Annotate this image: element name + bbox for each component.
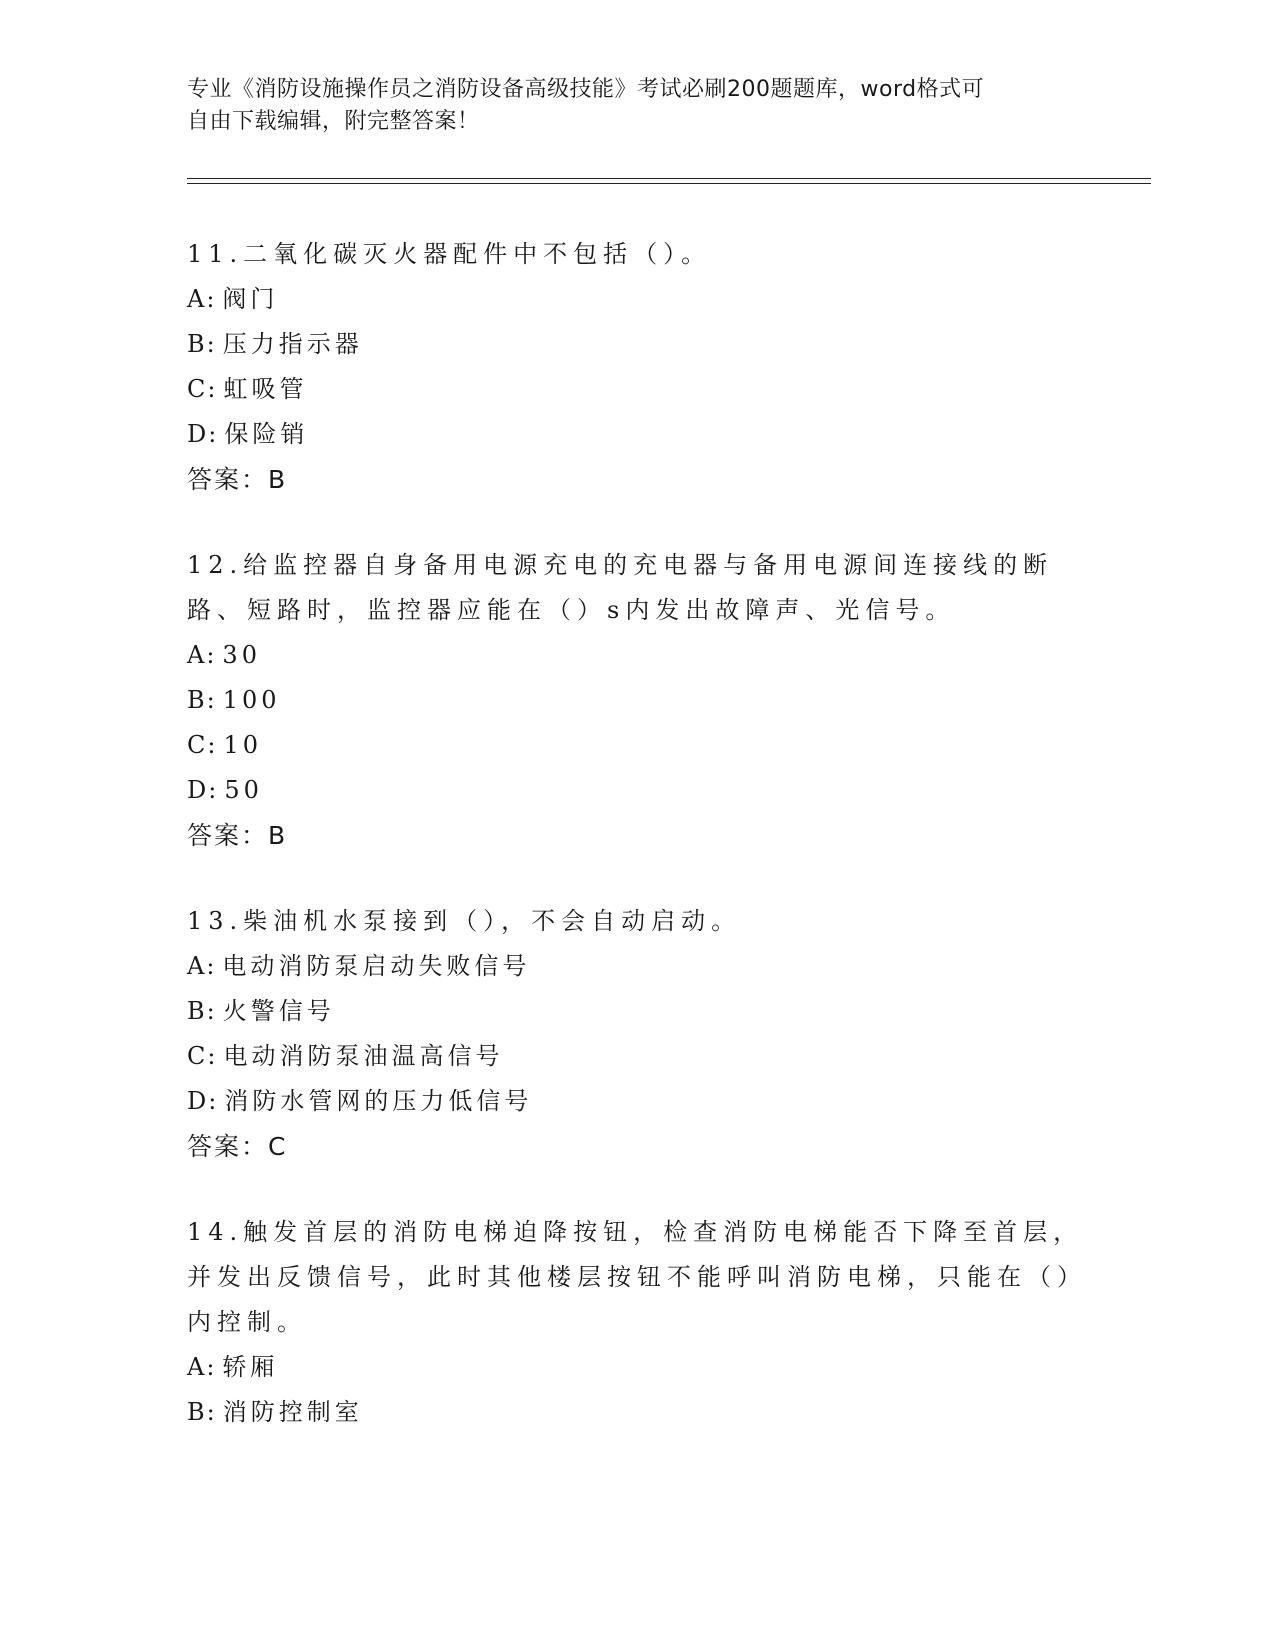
option-letter: B: (187, 1398, 217, 1426)
document-header (187, 74, 1087, 138)
option-text: 保险销 (224, 420, 309, 448)
question-14 (187, 1210, 1087, 1435)
option-d (187, 412, 1087, 457)
option-text: 虹吸管 (223, 375, 308, 403)
option-letter: D: (187, 1087, 219, 1115)
question-list (187, 232, 1087, 1476)
option-text: 轿厢 (222, 1353, 279, 1381)
option-a (187, 633, 1087, 678)
option-b (187, 678, 1087, 723)
option-text: 压力指示器 (222, 330, 363, 358)
option-letter: B: (187, 686, 217, 714)
header-double-rule (187, 178, 1151, 184)
option-d (187, 1079, 1087, 1124)
option-text: 阀门 (222, 285, 279, 313)
option-d (187, 768, 1087, 813)
option-letter: D: (187, 420, 219, 448)
option-letter: A: (187, 1353, 217, 1381)
option-text: 10 (223, 731, 262, 759)
question-13 (187, 899, 1087, 1169)
header-line-2: 自由下载编辑，附完整答案！ (187, 109, 480, 134)
option-letter: B: (187, 997, 217, 1025)
option-text: 消防水管网的压力低信号 (224, 1087, 533, 1115)
option-a (187, 277, 1087, 322)
option-b (187, 989, 1087, 1034)
question-12 (187, 543, 1087, 858)
option-letter: D: (187, 776, 219, 804)
option-letter: C: (187, 1042, 218, 1070)
option-letter: C: (187, 375, 218, 403)
question-stem: 11.二氧化碳灭火器配件中不包括（）。 (187, 240, 712, 268)
option-text: 50 (224, 776, 263, 804)
option-letter: A: (187, 952, 217, 980)
question-11 (187, 232, 1087, 502)
option-letter: A: (187, 641, 217, 669)
option-text: 火警信号 (222, 997, 335, 1025)
option-text: 100 (222, 686, 281, 714)
question-stem: 12.给监控器自身备用电源充电的充电器与备用电源间连接线的断路、短路时，监控器应能在（）s内发出故障声、光信号。 (187, 551, 1054, 624)
question-stem: 14.触发首层的消防电梯迫降按钮，检查消防电梯能否下降至首层，并发出反馈信号，此时其他楼层按钮不能呼叫消防电梯，只能在（）内控制。 (187, 1218, 1087, 1336)
option-letter: C: (187, 731, 218, 759)
option-text: 消防控制室 (222, 1398, 363, 1426)
answer-line: 答案：B (187, 465, 288, 494)
option-text: 电动消防泵油温高信号 (223, 1042, 504, 1070)
option-c (187, 367, 1087, 412)
question-stem: 13.柴油机水泵接到（），不会自动启动。 (187, 907, 742, 935)
option-text: 电动消防泵启动失败信号 (222, 952, 531, 980)
answer-line: 答案：B (187, 821, 288, 850)
answer-line: 答案：C (187, 1132, 288, 1161)
header-line-1: 专业《消防设施操作员之消防设备高级技能》考试必刷200题题库，word格式可 (187, 77, 985, 102)
option-text: 30 (222, 641, 261, 669)
option-b (187, 1390, 1087, 1435)
option-a (187, 1345, 1087, 1390)
option-letter: A: (187, 285, 217, 313)
option-letter: B: (187, 330, 217, 358)
option-a (187, 944, 1087, 989)
option-c (187, 723, 1087, 768)
option-b (187, 322, 1087, 367)
option-c (187, 1034, 1087, 1079)
